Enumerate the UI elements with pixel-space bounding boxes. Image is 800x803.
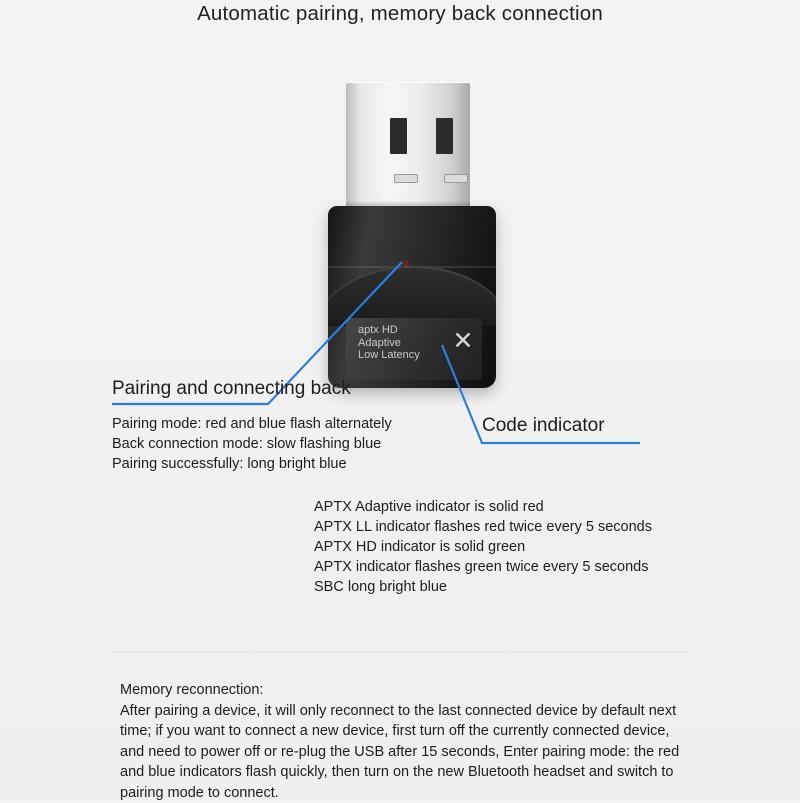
- adapter-body: [328, 206, 496, 388]
- brand-mark-icon: ✕: [452, 327, 474, 355]
- memory-reconnection-body: After pairing a device, it will only reconnect to the last connected device by default next time; if you want to connect a new device, first turn off the currently connected device, and need to power off or re-plug the USB after 15 seconds, Enter pairing mode: the red and blue indicators flash quickly, then turn on the new Bluetooth headset and switch to pairing mode to connect.: [120, 702, 680, 801]
- usb-slot-left: [394, 174, 418, 183]
- code-indicator-lines: [314, 497, 652, 597]
- code-indicator-callout-title: Code indicator: [482, 415, 605, 436]
- codec-label-line-1: aptx HD: [358, 324, 398, 336]
- usb-slot-right: [444, 174, 468, 183]
- pairing-line-2: Back connection mode: slow flashing blue: [112, 436, 382, 452]
- memory-reconnection-block: [120, 680, 690, 803]
- codec-label: [358, 324, 448, 362]
- pairing-line-3: Pairing successfully: long bright blue: [112, 456, 347, 472]
- codec-label-line-3: Low Latency: [358, 349, 420, 361]
- pairing-line-1: Pairing mode: red and blue flash alternately: [112, 416, 392, 432]
- indicator-line-5: SBC long bright blue: [314, 579, 447, 595]
- usb-pin-left: [390, 118, 407, 154]
- usb-connector: [346, 82, 470, 210]
- memory-reconnection-heading: Memory reconnection:: [120, 682, 264, 698]
- usb-pin-right: [436, 118, 453, 154]
- status-led-indicator: [404, 262, 408, 266]
- pairing-callout-lines: [112, 414, 392, 474]
- body-curve: [328, 266, 496, 326]
- indicator-line-2: APTX LL indicator flashes red twice every 5 seconds: [314, 519, 652, 535]
- codec-label-line-2: Adaptive: [358, 336, 401, 349]
- pairing-callout-title: Pairing and connecting back: [112, 378, 351, 399]
- usb-contacts: [380, 118, 484, 160]
- indicator-line-3: APTX HD indicator is solid green: [314, 539, 526, 555]
- usb-adapter-illustration: [322, 82, 512, 392]
- page-title: Automatic pairing, memory back connection: [197, 2, 603, 25]
- indicator-line-1: APTX Adaptive indicator is solid red: [314, 499, 544, 515]
- indicator-line-4: APTX indicator flashes green twice every 5 seconds: [314, 559, 649, 575]
